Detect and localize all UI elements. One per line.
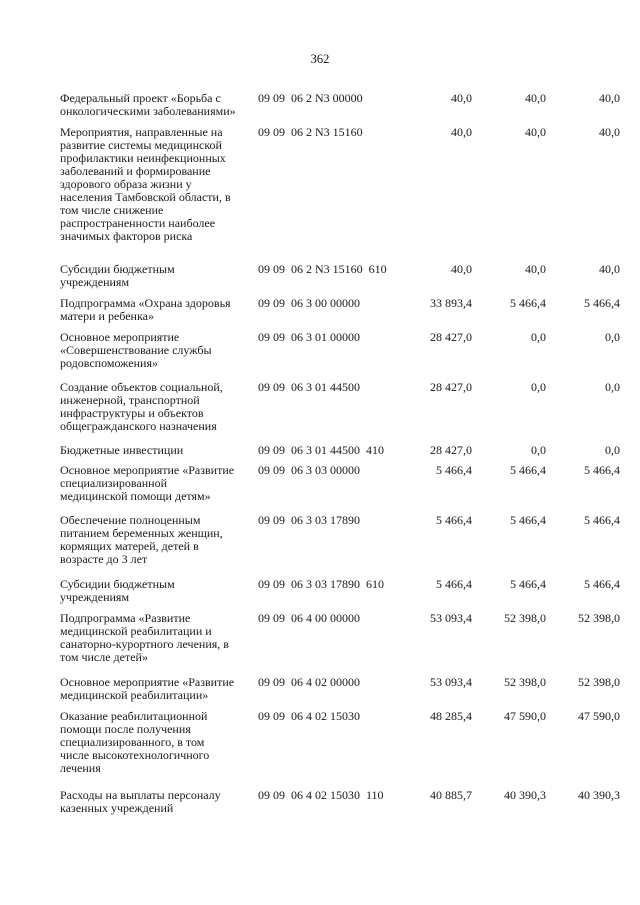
row-name: Субсидии бюджетным учреждениям xyxy=(60,577,175,604)
row-value-3: 40,0 xyxy=(599,262,620,276)
row-name: Федеральный проект «Борьба с онкологическими заболеваниями» xyxy=(60,91,236,118)
row-name: Основное мероприятие «Развитие специализированной медицинской помощи детям» xyxy=(60,463,235,503)
row-name: Обеспечение полноценным питанием беременных женщин, кормящих матерей, детей в возрасте до 3 лет xyxy=(60,513,223,566)
row-code: 09 09 06 2 N3 15160 xyxy=(258,125,363,139)
row-value-1: 53 093,4 xyxy=(430,611,472,625)
row-value-3: 40,0 xyxy=(599,91,620,105)
row-value-1: 28 427,0 xyxy=(430,443,472,457)
row-value-2: 0,0 xyxy=(531,330,546,344)
row-value-2: 5 466,4 xyxy=(510,513,546,527)
row-value-3: 0,0 xyxy=(605,443,620,457)
row-value-3: 52 398,0 xyxy=(578,675,620,689)
row-value-2: 52 398,0 xyxy=(504,675,546,689)
row-value-1: 40,0 xyxy=(451,91,472,105)
row-code: 09 09 06 3 01 44500 410 xyxy=(258,443,384,457)
row-value-3: 5 466,4 xyxy=(584,296,620,310)
row-value-2: 5 466,4 xyxy=(510,463,546,477)
row-value-2: 0,0 xyxy=(531,380,546,394)
row-code: 09 09 06 4 02 15030 110 xyxy=(258,788,384,802)
row-value-1: 33 893,4 xyxy=(430,296,472,310)
row-value-2: 52 398,0 xyxy=(504,611,546,625)
row-name: Основное мероприятие «Совершенствование службы родовспоможения» xyxy=(60,330,212,370)
row-name: Бюджетные инвестиции xyxy=(60,443,184,457)
row-code: 09 09 06 3 03 00000 xyxy=(258,463,360,477)
row-value-3: 0,0 xyxy=(605,330,620,344)
row-code: 09 09 06 3 01 00000 xyxy=(258,330,360,344)
row-name: Подпрограмма «Развитие медицинской реабилитации и санаторно-курортного лечения, в том числе детей» xyxy=(60,611,229,664)
row-value-2: 5 466,4 xyxy=(510,296,546,310)
row-value-2: 47 590,0 xyxy=(504,709,546,723)
row-value-1: 28 427,0 xyxy=(430,330,472,344)
row-value-1: 40 885,7 xyxy=(430,788,472,802)
row-code: 09 09 06 3 00 00000 xyxy=(258,296,360,310)
row-name: Создание объектов социальной, инженерной, транспортной инфраструктуры и объектов общегражданского назначения xyxy=(60,380,223,433)
row-code: 09 09 06 2 N3 00000 xyxy=(258,91,363,105)
row-code: 09 09 06 4 02 15030 xyxy=(258,709,360,723)
row-value-2: 5 466,4 xyxy=(510,577,546,591)
row-value-3: 40 390,3 xyxy=(578,788,620,802)
row-code: 09 09 06 3 03 17890 xyxy=(258,513,360,527)
row-name: Оказание реабилитационной помощи после получения специализированного, в том числе высокотехнологичного лечения xyxy=(60,709,210,775)
row-value-2: 0,0 xyxy=(531,443,546,457)
row-code: 09 09 06 2 N3 15160 610 xyxy=(258,262,387,276)
row-name: Субсидии бюджетным учреждениям xyxy=(60,262,175,289)
row-value-3: 5 466,4 xyxy=(584,513,620,527)
page-number: 362 xyxy=(310,52,330,66)
row-name: Основное мероприятие «Развитие медицинской реабилитации» xyxy=(60,675,235,702)
row-value-2: 40,0 xyxy=(525,91,546,105)
row-code: 09 09 06 3 03 17890 610 xyxy=(258,577,384,591)
row-value-1: 5 466,4 xyxy=(436,463,472,477)
row-name: Подпрограмма «Охрана здоровья матери и ребенка» xyxy=(60,296,231,323)
row-value-3: 52 398,0 xyxy=(578,611,620,625)
row-value-2: 40,0 xyxy=(525,262,546,276)
row-name: Расходы на выплаты персоналу казенных учреждений xyxy=(60,788,221,815)
row-value-2: 40,0 xyxy=(525,125,546,139)
row-value-1: 5 466,4 xyxy=(436,513,472,527)
row-value-1: 48 285,4 xyxy=(430,709,472,723)
row-code: 09 09 06 4 00 00000 xyxy=(258,611,360,625)
row-value-3: 5 466,4 xyxy=(584,577,620,591)
row-value-1: 28 427,0 xyxy=(430,380,472,394)
row-code: 09 09 06 3 01 44500 xyxy=(258,380,360,394)
row-code: 09 09 06 4 02 00000 xyxy=(258,675,360,689)
row-value-3: 40,0 xyxy=(599,125,620,139)
row-value-2: 40 390,3 xyxy=(504,788,546,802)
row-value-3: 47 590,0 xyxy=(578,709,620,723)
row-value-1: 53 093,4 xyxy=(430,675,472,689)
row-value-1: 40,0 xyxy=(451,262,472,276)
row-name: Мероприятия, направленные на развитие системы медицинской профилактики неинфекционных заболеваний и формирование здорового образа жизни у населения Тамбовской области, в том числе снижение распространенности наиболее значимых факторов риска xyxy=(60,125,231,243)
row-value-1: 5 466,4 xyxy=(436,577,472,591)
row-value-3: 5 466,4 xyxy=(584,463,620,477)
row-value-3: 0,0 xyxy=(605,380,620,394)
row-value-1: 40,0 xyxy=(451,125,472,139)
